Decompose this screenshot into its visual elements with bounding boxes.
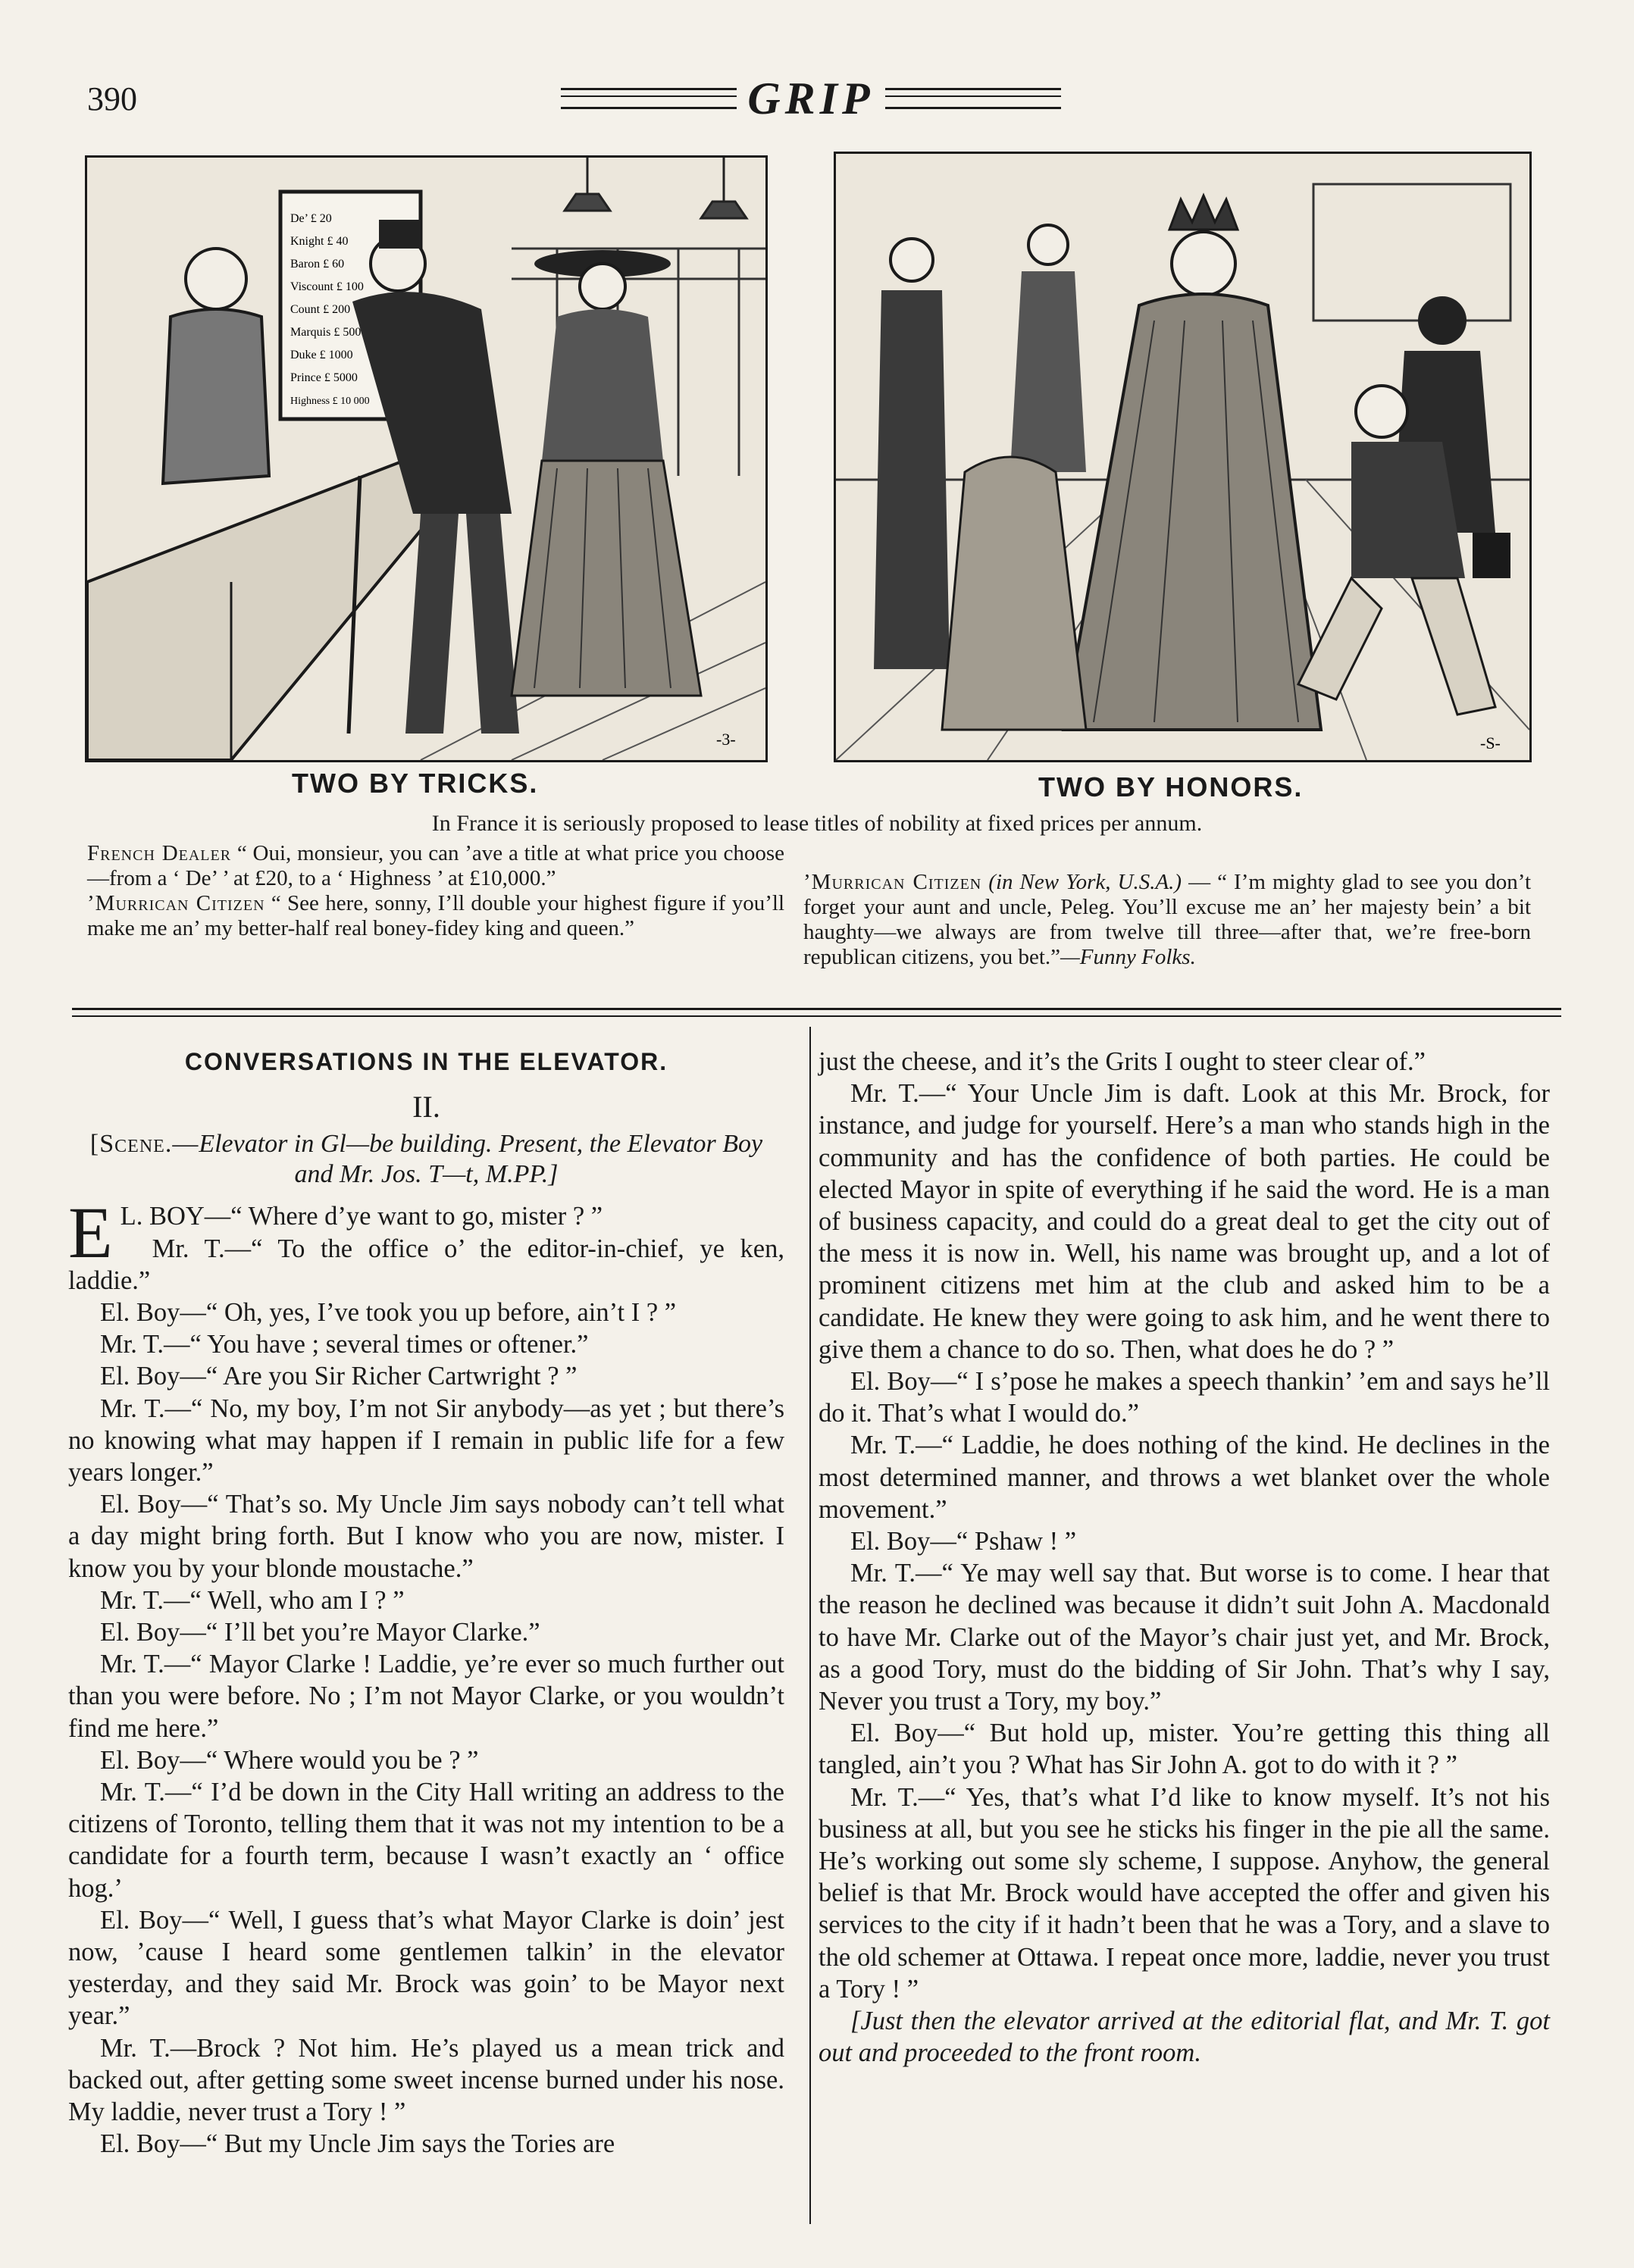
price-list-entry: Duke £ 1000 (290, 349, 353, 361)
cartoon-subcaption: In France it is seriously proposed to lease titles of nobility at fixed prices per annum. (431, 811, 1203, 836)
article-paragraph: El. Boy—“ Well, I guess that’s what Mayor Clarke is doin’ jest now, ’cause I heard some gentlemen talkin’ in the elevator yesterday, and they said Mr. Brock was goin’ to be Mayor next year.” (68, 1905, 784, 2031)
masthead-rule-left (561, 88, 737, 109)
article-paragraph: El. Boy—“ That’s so. My Uncle Jim says nobody can’t tell what a day might bring forth. But I know who you are now, mister. I know you by your blonde moustache.” (68, 1490, 784, 1583)
article-paragraph: Mr. T.—“ Laddie, he does nothing of the kind. He declines in the most determined manner, and throws a wet blanket over the whole movement.” (819, 1431, 1550, 1524)
price-list-entry: Marquis £ 500 (290, 326, 362, 339)
scene-text: Elevator in Gl—be building. Present, the Elevator Boy and Mr. Jos. T—t, M.PP.] (199, 1130, 763, 1189)
article-paragraph: Mr. T.—“ I’d be down in the City Hall writing an address to the citizens of Toronto, telling them that it was not my intention to be a candidate for a fourth term, because I wasn’t exactly an ‘ office hog.’ (68, 1778, 784, 1903)
cartoon-left-signature: -3- (716, 730, 736, 749)
article-paragraph: Mr. T.—“ No, my boy, I’m not Sir anybody—as yet ; but there’s no knowing what may happen if I remain in public life for a few years longer.” (68, 1394, 784, 1487)
speech-credit: —Funny Folks. (1060, 945, 1196, 969)
page-header (0, 72, 1634, 133)
closing-text: [Just then the elevator arrived at the editorial flat, and Mr. T. got out and proceeded to the front room. (819, 2007, 1550, 2068)
scene-label: [Scene.— (89, 1130, 199, 1159)
article-paragraph: Mr. T.—“ Ye may well say that. But worse is to come. I hear that the reason he declined was because it didn’t suit John A. Macdonald to have Mr. Clarke out of the Mayor’s chair just yet, and Mr. Brock, as a good Tory, must do the bidding of Sir John. That’s why I say, Never you trust a Tory, my boy.” (819, 1559, 1550, 1716)
speech-right-citizen (803, 870, 1531, 970)
article-paragraph: El. Boy—“ Oh, yes, I’ve took you up before, ain’t I ? ” (100, 1298, 677, 1328)
article-paragraph: Mr. T.—“ Yes, that’s what I’d like to know myself. It’s not his business at all, but you see he sticks his finger in the pie all the same. He’s working out some sly scheme, I suppose. Anyhow, the general belief is that Mr. Brock would have accepted the offer and given his services to the city if it hadn’t been that he was a Tory, and a slave to the old schemer at Ottawa. I repeat once more, laddie, never you trust a Tory ! ” (819, 1782, 1550, 2004)
article-paragraph: Mr. T.—“ To the office o’ the editor-in-chief, ye ken, laddie.” (68, 1234, 784, 1295)
article-paragraph: El. Boy—“ I’ll bet you’re Mayor Clarke.” (100, 1618, 540, 1647)
speech-left-dealer (87, 841, 784, 891)
price-list-entry: De’ £ 20 (290, 212, 332, 225)
article-title: CONVERSATIONS IN THE ELEVATOR. (184, 1048, 668, 1075)
article-paragraph: Mr. T.—Brock ? Not him. He’s played us a mean trick and backed out, after getting some sweet incense burned under his nose. My laddie, never trust a Tory ! ” (68, 2033, 784, 2127)
cartoon-left-caption: TWO BY TRICKS. (292, 768, 539, 799)
section-divider (72, 1015, 1561, 1017)
article-paragraph: just the cheese, and it’s the Grits I ought to steer clear of.” (819, 1047, 1426, 1076)
article-paragraph: Mr. T.—“ Your Uncle Jim is daft. Look at this Mr. Brock, for instance, and judge for yourself. Here’s a man who stands high in the community and has the confidence of both parties. He could be elected Mayor in spite of everything if he said the word. He is a man of business capacity, and could do a great deal to get the city out of the mess it is now in. Well, his name was brought up, and a lot of prominent citizens met him at the club and asked him to be a candidate. He knew they were going to ask him, and he went there to give them a chance to do so. Then, what does he do ? ” (819, 1079, 1550, 1364)
price-list-entry: Knight £ 40 (290, 235, 349, 248)
speaker-name: ’Murrican Citizen (87, 891, 265, 915)
masthead (561, 72, 1061, 125)
price-list-entry: Count £ 200 (290, 303, 351, 316)
article-paragraph: El. Boy—“ But hold up, mister. You’re getting this thing all tangled, ain’t you ? What has Sir John A. got to do with it ? ” (819, 1719, 1550, 1780)
article-paragraph: El. Boy—“ Are you Sir Richer Cartwright ? ” (100, 1362, 578, 1391)
speaker-name: French Dealer (87, 841, 232, 865)
article-closing (819, 2005, 1550, 2069)
price-list-entry: Baron £ 60 (290, 258, 345, 271)
article-paragraph: Mr. T.—“ Well, who am I ? ” (100, 1585, 405, 1615)
masthead-title: GRIP (747, 73, 875, 124)
article-number: II. (412, 1090, 440, 1125)
cartoon-right-caption: TWO BY HONORS. (1038, 771, 1304, 802)
speech-right (803, 870, 1531, 970)
section-divider (72, 1008, 1561, 1010)
speech-left-citizen (87, 891, 784, 941)
price-list-entry: Highness £ 10 000 (290, 396, 370, 407)
cartoon-right-signature: -S- (1480, 734, 1501, 752)
page-number: 390 (87, 80, 137, 117)
speaker-name: ’Murrican Citizen (803, 870, 982, 894)
speech-left (87, 841, 784, 941)
drop-cap: E (68, 1192, 113, 1274)
cartoon-left (85, 155, 768, 762)
article-scene (68, 1129, 784, 1190)
masthead-rule-right (885, 88, 1061, 109)
speech-text: — “ I’m mighty glad to see you don’t forget your aunt and uncle, Peleg. You’ll excuse me an’ her majesty bein’ a bit haughty—we always are from twelve till three—after that, we’re free-born republican citizens, you bet.” (803, 870, 1531, 969)
cartoon-left-illustration (87, 158, 765, 760)
article-column-right (819, 1046, 1550, 2069)
article-column-left (68, 1046, 784, 2160)
speaker-location: (in New York, U.S.A.) (988, 870, 1182, 894)
cartoon-right (834, 152, 1532, 762)
speech-text: “ See here, sonny, I’ll double your highest figure if you’ll make me an’ my better-half real boney-fidey king and queen.” (87, 891, 785, 940)
paragraph-text: L. BOY—“ Where d’ye want to go, mister ? ” (120, 1202, 603, 1231)
price-list-entry: Prince £ 5000 (290, 371, 358, 384)
cartoon-right-illustration (836, 154, 1529, 760)
speech-text: “ Oui, monsieur, you can ’ave a title at what price you choose—from a ‘ De’ ’ at £20, to a ‘ Highness ’ at £10,000.” (87, 841, 784, 890)
article-paragraph: El. Boy—“ Pshaw ! ” (850, 1527, 1077, 1556)
article-paragraph: Mr. T.—“ Mayor Clarke ! Laddie, ye’re ever so much further out than you were before. No ; I’m not Mayor Clarke, or you wouldn’t find me here.” (68, 1650, 784, 1743)
article-paragraph: El. Boy—“ But my Uncle Jim says the Tories are (100, 2129, 615, 2159)
article-paragraph: Mr. T.—“ You have ; several times or oftener.” (100, 1330, 589, 1359)
price-list-entry: Viscount £ 100 (290, 280, 364, 293)
article-paragraph: El. Boy—“ Where would you be ? ” (100, 1745, 479, 1775)
column-divider (809, 1027, 811, 2224)
article-paragraph: El. Boy—“ I s’pose he makes a speech thankin’ ’em and says he’ll do it. That’s what I would do.” (819, 1367, 1550, 1428)
